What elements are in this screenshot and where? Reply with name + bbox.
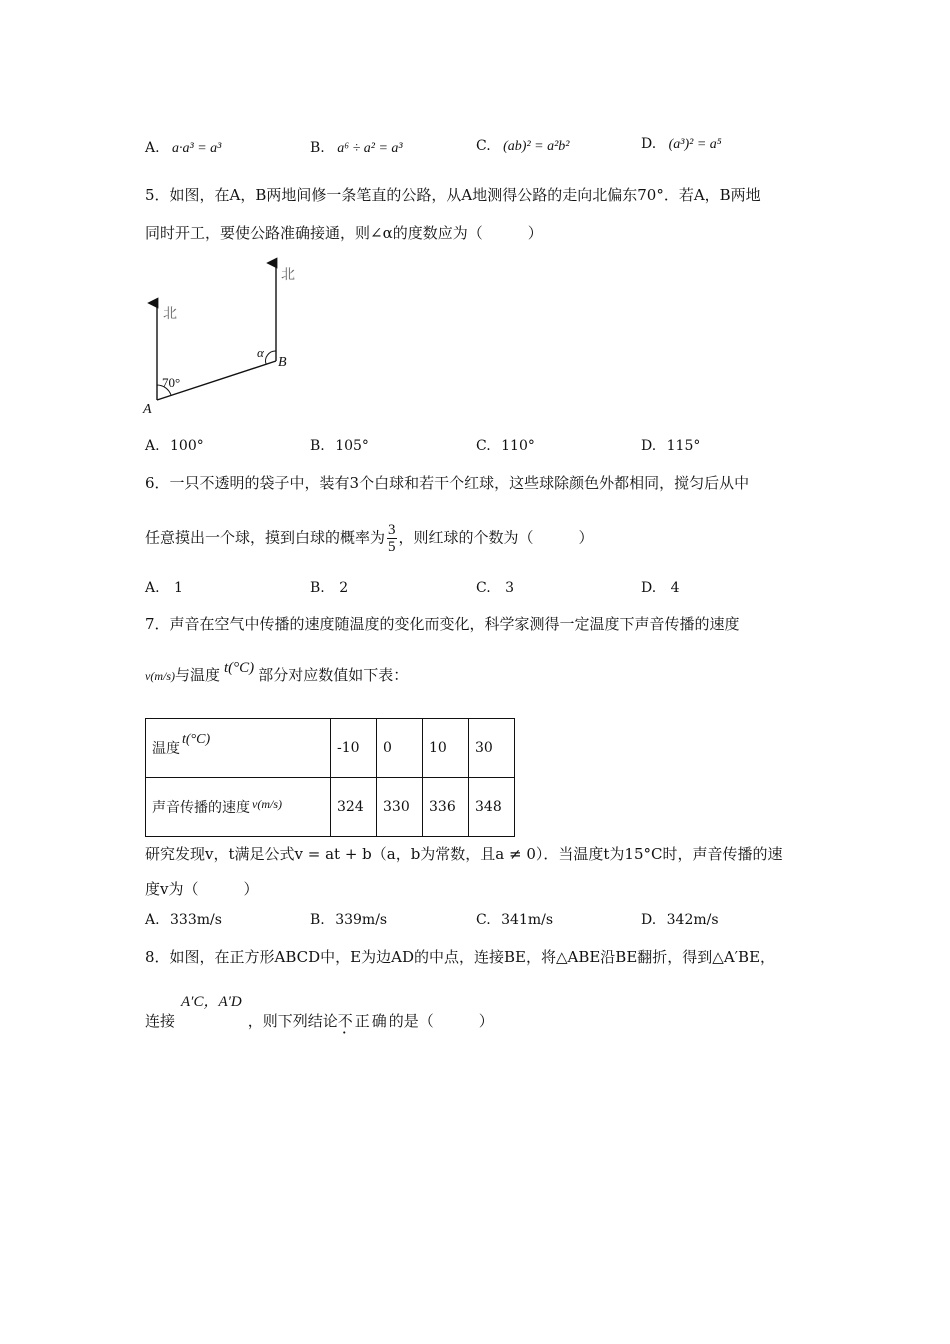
q6-option-c[interactable]: C. 3	[476, 580, 515, 596]
q5-stem-line1: 5．如图，在A，B两地间修一条笔直的公路，从A地测得公路的走向北偏东70°．若A，B两地	[145, 186, 761, 204]
speed-table	[145, 718, 515, 837]
q5-stem-line2: 同时开工，要使公路准确接通，则∠α的度数应为（ ）	[145, 224, 543, 242]
north-label-b: 北	[281, 267, 295, 283]
q6-stem-line1: 6．一只不透明的袋子中，装有3个白球和若干个红球，这些球除颜色外都相同，搅匀后从中	[145, 474, 750, 492]
q6-option-b[interactable]: B. 2	[310, 580, 349, 596]
option-letter: A.	[145, 140, 160, 156]
q7-stem-line2: v(m/s)与温度 t(°C) 部分对应数值如下表：	[145, 660, 409, 684]
angle-label-a: 70°	[162, 375, 181, 390]
q5-option-c[interactable]: C. 110°	[476, 438, 535, 454]
q8-stem-line1: 8．如图，在正方形ABCD中，E为边AD的中点，连接BE，将△ABE沿BE翻折，得到△A′BE，	[145, 948, 776, 966]
table-cell: 10	[423, 719, 469, 778]
q4-option-a[interactable]	[145, 140, 221, 157]
q4-option-b[interactable]	[310, 140, 403, 157]
q7-stem-line4: 度v为（ ）	[145, 880, 259, 898]
q6-option-d[interactable]: D. 4	[641, 580, 680, 596]
q7-option-d[interactable]: D. 342m/s	[641, 912, 719, 928]
table-header-cell: 温度t(°C)	[146, 719, 331, 778]
table-cell: 324	[331, 778, 377, 837]
option-expr: (a³)² = a⁵	[668, 137, 722, 152]
table-cell: -10	[331, 719, 377, 778]
point-label-a: A	[143, 402, 152, 417]
north-label-a: 北	[163, 306, 177, 322]
q5-option-a[interactable]: A. 100°	[145, 438, 204, 454]
q6-stem-line2: 任意摸出一个球，摸到白球的概率为 $\frac{3}{5}$ ，则红球的个数为（ ）	[145, 522, 594, 555]
table-row	[146, 719, 515, 778]
table-header-cell: 声音传播的速度 v(m/s)	[146, 778, 331, 837]
q7-stem-line1: 7．声音在空气中传播的速度随温度的变化而变化，科学家测得一定温度下声音传播的速度	[145, 615, 740, 633]
table-cell: 348	[469, 778, 515, 837]
table-cell: 0	[377, 719, 423, 778]
table-cell: 330	[377, 778, 423, 837]
table-row	[146, 778, 515, 837]
q5-option-b[interactable]: B. 105°	[310, 438, 369, 454]
q6-option-a[interactable]: A. 1	[145, 580, 183, 596]
table-cell: 336	[423, 778, 469, 837]
q7-option-b[interactable]: B. 339m/s	[310, 912, 388, 928]
q4-option-c[interactable]	[476, 138, 570, 155]
q7-option-c[interactable]: C. 341m/s	[476, 912, 554, 928]
option-expr: a·a³ = a³	[172, 141, 222, 156]
q7-option-a[interactable]: A. 333m/s	[145, 912, 222, 928]
point-label-b: B	[278, 355, 287, 370]
q4-option-d[interactable]	[641, 136, 722, 153]
q5-figure	[135, 255, 325, 425]
fraction: $\frac{3}{5}$	[388, 522, 396, 555]
option-letter: C.	[476, 138, 491, 154]
q5-option-d[interactable]: D. 115°	[641, 438, 701, 454]
table-cell: 30	[469, 719, 515, 778]
angle-label-b: α	[257, 345, 264, 360]
option-letter: B.	[310, 140, 325, 156]
emphasized-text: 不正确	[337, 1012, 389, 1030]
option-expr: (ab)² = a²b²	[503, 139, 570, 154]
option-expr: a⁶ ÷ a² = a³	[337, 141, 403, 156]
q8-stem-line2: 连接A′C，A′D，则下列结论不正确的是（ ）	[145, 994, 494, 1030]
option-letter: D.	[641, 136, 657, 152]
q7-stem-line3: 研究发现v，t满足公式v = at + b（a，b为常数，且a ≠ 0）．当温度t为15°C时，声音传播的速	[145, 845, 783, 863]
